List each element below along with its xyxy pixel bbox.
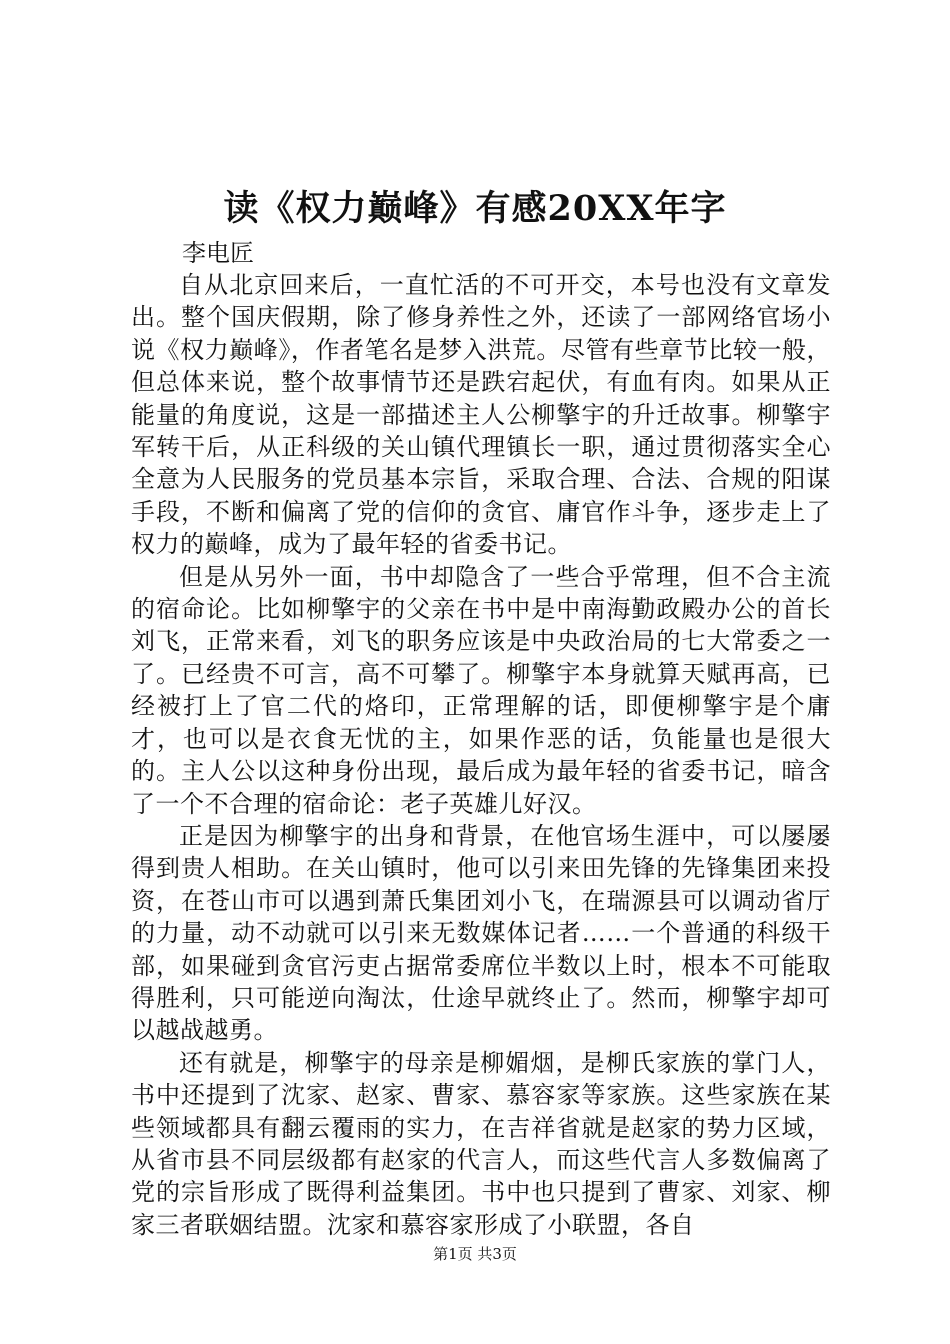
author-name: 李电匠 xyxy=(182,239,254,267)
page-footer: 第1页 共3页 xyxy=(433,1245,517,1263)
paragraph: 还有就是，柳擎宇的母亲是柳媚烟，是柳氏家族的掌门人，书中还提到了沈家、赵家、曹家、慕容家等家族。这些家族在某些领域都具有翻云覆雨的实力，在吉祥省就是赵家的势力区域，从省市县不同层级都有赵家的代言人，而这些代言人多数偏离了党的宗旨形成了既得利益集团。书中也只提到了曹家、刘家、柳家三者联姻结盟。沈家和慕容家形成了小联盟，各自 xyxy=(131,1048,831,1239)
paragraph: 自从北京回来后，一直忙活的不可开交，本号也没有文章发出。整个国庆假期，除了修身养性之外，还读了一部网络官场小说《权力巅峰》，作者笔名是梦入洪荒。尽管有些章节比较一般，但总体来说，整个故事情节还是跌宕起伏，有血有肉。如果从正能量的角度说，这是一部描述主人公柳擎宇的升迁故事。柳擎宇军转干后，从正科级的关山镇代理镇长一职，通过贯彻落实全心全意为人民服务的党员基本宗旨，采取合理、合法、合规的阳谋手段，不断和偏离了党的信仰的贪官、庸官作斗争，逐步走上了权力的巅峰，成为了最年轻的省委书记。 xyxy=(131,271,831,559)
paragraph: 正是因为柳擎宇的出身和背景，在他官场生涯中，可以屡屡得到贵人相助。在关山镇时，他可以引来田先锋的先锋集团来投资，在苍山市可以遇到萧氏集团刘小飞，在瑞源县可以调动省厅的力量，动不动就可以引来无数媒体记者……一个普通的科级干部，如果碰到贪官污吏占据常委席位半数以上时，根本不可能取得胜利，只可能逆向淘汰，仕途早就终止了。然而，柳擎宇却可以越战越勇。 xyxy=(131,821,831,1045)
paragraph: 但是从另外一面，书中却隐含了一些合乎常理，但不合主流的宿命论。比如柳擎宇的父亲在书中是中南海勤政殿办公的首长刘飞，正常来看，刘飞的职务应该是中央政治局的七大常委之一了。已经贵不可言，高不可攀了。柳擎宇本身就算天赋再高，已经被打上了官二代的烙印，正常理解的话，即便柳擎宇是个庸才，也可以是衣食无忧的主，如果作恶的话，负能量也是很大的。主人公以这种身份出现，最后成为最年轻的省委书记，暗含了一个不合理的宿命论：老子英雄儿好汉。 xyxy=(131,562,831,818)
document-title: 读《权力巅峰》有感20XX年字 xyxy=(223,188,727,229)
document-body xyxy=(131,269,831,1241)
